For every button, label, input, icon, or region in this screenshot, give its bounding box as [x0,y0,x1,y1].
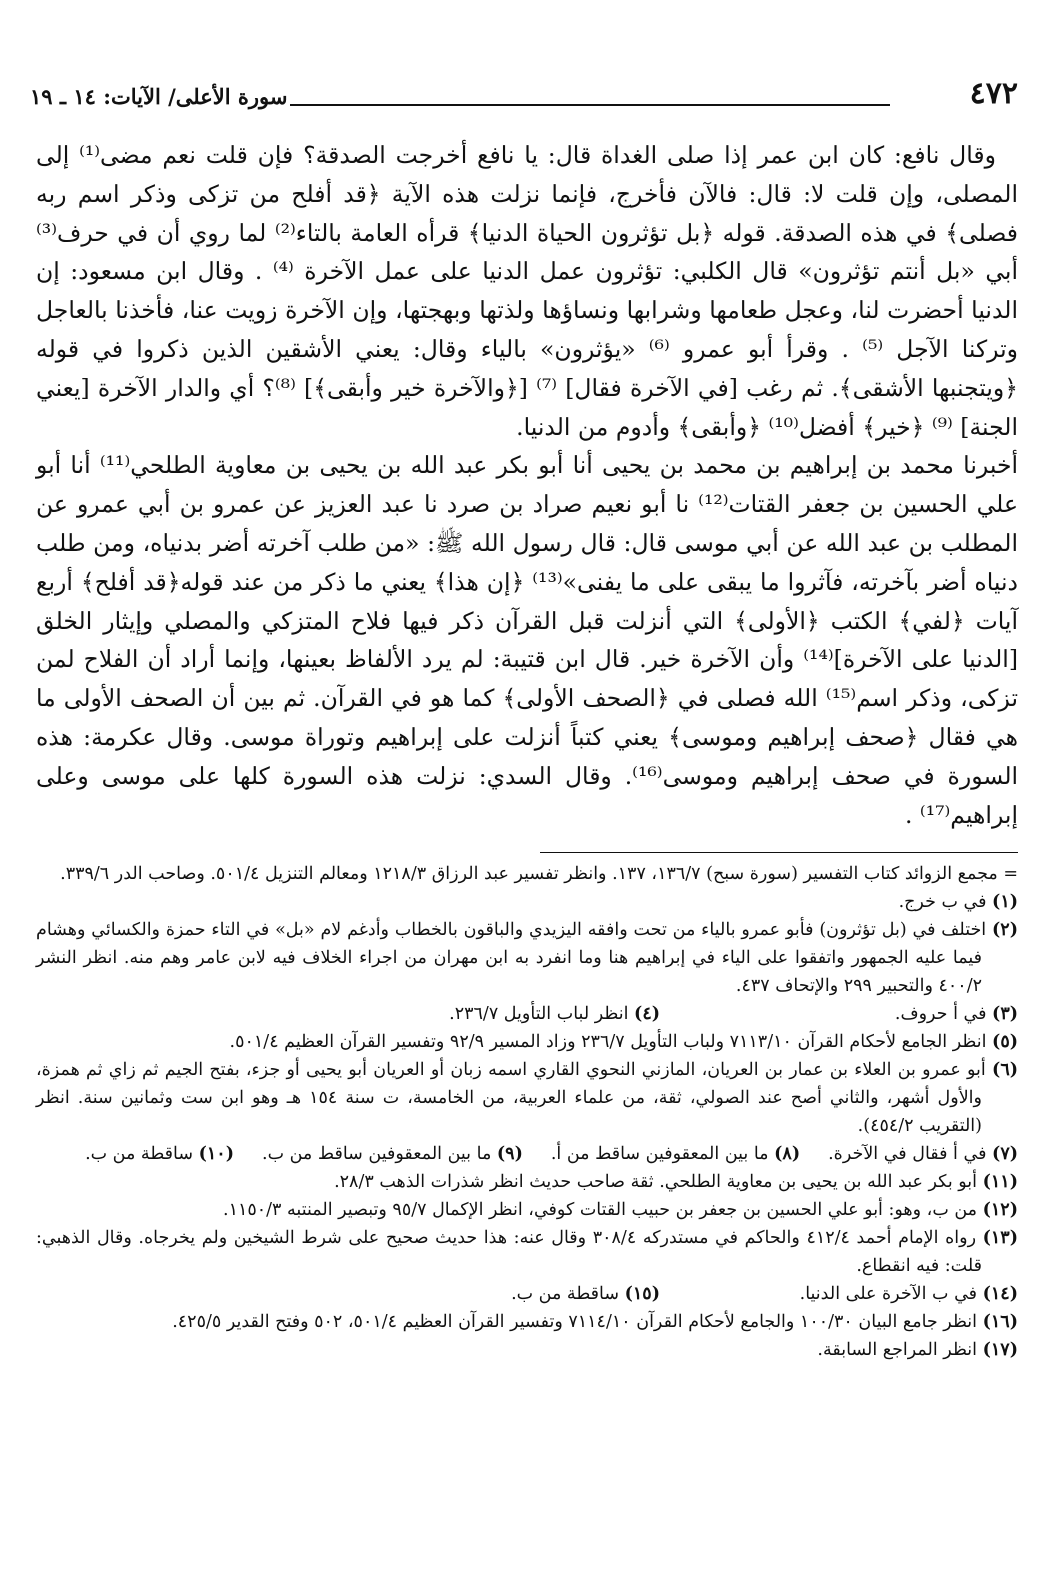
footnote-text: ما بين المعقوفين ساقط من أ. [550,1144,769,1164]
footnote [688,1280,1018,1308]
footnote-text: انظر جامع البيان ١٠٠/٣٠ والجامع لأحكام القرآن ٧١١٤/١٠ وتفسير القرآن العظيم ٥٠١/٤، ٥٠٢ وفتح القدير ٤٢٥/٥. [172,1312,978,1332]
body-paragraph: وقال نافع: كان ابن عمر إذا صلى الغداة قال: يا نافع أخرجت الصدقة؟ فإن قلت نعم مضى⁽¹⁾ إلى المصلى، وإن قلت لا: قال: فالآن فأخرج، فإنما نزلت هذه الآية ﴿قد أفلح من تزكى وذكر اسم ربه فصلى﴾ في هذه الصدقة. قوله ﴿بل تؤثرون الحياة الدنيا﴾ قرأه العامة بالتاء⁽²⁾ لما روي أن في حرف⁽³⁾ أبي «بل أنتم تؤثرون» قال الكلبي: تؤثرون عمل الدنيا على عمل الآخرة ⁽⁴⁾ . وقال ابن مسعود: إن الدنيا أحضرت لنا، وعجل طعامها وشرابها ونساؤها ولذتها وبهجتها، وإن الآخرة زويت عنا، فأخذنا بالعاجل وتركنا الآجل ⁽⁵⁾ . وقرأ أبو عمرو ⁽⁶⁾ «يؤثرون» بالياء وقال: يعني الأشقين الذين ذكروا في قوله ﴿ويتجنبها الأشقى﴾. ثم رغب [في الآخرة فقال] ⁽⁷⁾ [﴿والآخرة خير وأبقى﴾] ⁽⁸⁾؟ أي والدار الآخرة [يعني الجنة] ⁽⁹⁾ ﴿خير﴾ أفضل⁽¹⁰⁾ ﴿وأبقى﴾ وأدوم من الدنيا. [36,141,1018,441]
footnote-text: في أ فقال في الآخرة. [828,1144,987,1164]
footnote-text: اختلف في (بل تؤثرون) فأبو عمرو بالياء من تحت وافقه اليزيدي والباقون بالخطاب وأدغم لام «بل» في التاء حمزة والكسائي وهشام فيما عليه الجمهور واتفقوا على الياء في إبراهيم هنا وما انفرد به ابن مهران من اجراء الخلاف فيه لابن عامر وهم منه. انظر النشر ٤٠٠/٢ والتحبير ٢٩٩ والإتحاف ٤٣٧. [36,920,987,996]
footnote-number: (١٧) [982,1340,1018,1360]
footnote [36,1056,1018,1140]
footnote-number: (٥) [992,1032,1018,1052]
footnote-row [36,1140,1018,1168]
footnote-number: (٩) [496,1144,523,1164]
running-title: سورة الأعلى/ الآيات: ١٤ ـ ١٩ [30,84,288,109]
footnote-number: (١٣) [982,1228,1018,1248]
footnote-text: انظر لباب التأويل ٢٣٦/٧. [449,1004,629,1024]
footnote [36,916,1018,1000]
footnotes [36,860,1018,1364]
footnote-row [36,1280,1018,1308]
footnote-continuation: = مجمع الزوائد كتاب التفسير (سورة سبح) ١٣٦/٧، ١٣٧. وانظر تفسير عبد الرزاق ١٢١٨/٣ ومعالم التنزيل ٥٠١/٤. وصاحب الدر ٣٣٩/٦. [60,864,1018,884]
footnote [551,1140,800,1168]
footnote [511,1280,660,1308]
footnote-text: أبو عمرو بن العلاء بن عمار بن العريان، المازني النحوي القاري اسمه زبان أو العريان أبو يحيى أو جزء، بفتح الجيم ثم زاي ثم همزة، والأول أشهر، والثاني أصح عند الصولي، ثقة، من علماء العربية، من الخامسة، ت سنة ١٥٤ هـ وهو ابن ست وثمانين سنة. انظر (التقريب ٤٥٤/٢). [36,1060,986,1136]
footnote-row [36,1000,1018,1028]
main-text [36,136,1018,834]
footnote-number: (١١) [982,1172,1018,1192]
footnote-text: في ب خرج. [898,892,987,912]
footnote-text: ما بين المعقوفين ساقط من ب. [262,1144,492,1164]
footnote-number: (٨) [774,1144,801,1164]
footnote-number: (٤) [634,1004,660,1024]
footnote-text: ساقطة من ب. [511,1284,620,1304]
footnote-number: (١) [992,892,1018,912]
footnote-text: من ب، وهو: أبو علي الحسين بن جعفر بن حبيب القتات كوفي، انظر الإكمال ٩٥/٧ وتبصير المنتبه ١١٥٠/٣. [222,1200,978,1220]
footnote [688,1000,1018,1028]
footnote [36,1336,1018,1364]
page-number: ٤٧٢ [969,76,1018,111]
footnote [36,1028,1018,1056]
footnote-text: ساقطة من ب. [85,1144,194,1164]
footnote-number: (٢) [992,920,1018,940]
footnote [262,1140,523,1168]
footnote-number: (٧) [992,1144,1018,1164]
footnote [449,1000,660,1028]
footnote [36,1308,1018,1336]
footnote [36,1168,1018,1196]
footnote [36,1224,1018,1280]
page-header [30,78,1018,112]
footnote-text: في أ حروف. [894,1004,987,1024]
footnote-text: أبو بكر عبد الله بن يحيى بن معاوية الطلحي. ثقة صاحب حديث انظر شذرات الذهب ٢٨/٣. [334,1172,978,1192]
footnote-separator [540,852,1018,853]
footnote-text: رواه الإمام أحمد ٤١٢/٤ والحاكم في مستدركه ٣٠٨/٤ وقال عنه: هذا حديث صحيح على شرط الشيخين ولم يخرجاه. وقال الذهبي: قلت: فيه انقطاع. [36,1228,982,1276]
footnote [828,1140,1018,1168]
footnote [36,1196,1018,1224]
footnote-text: انظر الجامع لأحكام القرآن ٧١١٣/١٠ ولباب التأويل ٢٣٦/٧ وزاد المسير ٩٢/٩ وتفسير القرآن العظيم ٥٠١/٤. [229,1032,987,1052]
footnote-number: (١٤) [982,1284,1018,1304]
footnote-number: (٣) [992,1004,1018,1024]
footnote-number: (٦) [992,1060,1018,1080]
body-paragraph: أخبرنا محمد بن إبراهيم بن محمد بن يحيى أنا أبو بكر عبد الله بن يحيى بن معاوية الطلحي⁽¹¹⁾ أنا أبو علي الحسين بن جعفر القتات⁽¹²⁾ نا أبو نعيم صراد بن صرد نا عبد العزيز عن عمرو بن أبي عمرو عن المطلب بن عبد الله عن أبي موسى قال: قال رسول الله ﷺ: «من طلب آخرته أضر بدنياه، ومن طلب دنياه أضر بآخرته، فآثروا ما يبقى على ما يفنى»⁽¹³⁾ ﴿إن هذا﴾ يعني ما ذكر من عند قوله﴿قد أفلح﴾ أربع آيات ﴿لفي﴾ الكتب ﴿الأولى﴾ التي أنزلت قبل القرآن ذكر فيها فلاح المتزكي والمصلي وإيثار الخلق [الدنيا على الآخرة]⁽¹⁴⁾ وأن الآخرة خير. قال ابن قتيبة: لم يرد الألفاظ بعينها، وإنما أراد أن الفلاح لمن تزكى، وذكر اسم⁽¹⁵⁾ الله فصلى في ﴿الصحف الأولى﴾ كما هو في القرآن. ثم بين أن الصحف الأولى ما هي فقال ﴿صحف إبراهيم وموسى﴾ يعني كتباً أنزلت على إبراهيم وتوراة موسى. وقال عكرمة: هذه السورة في صحف إبراهيم وموسى⁽¹⁶⁾. وقال السدي: نزلت هذه السورة كلها على موسى وعلى إبراهيم⁽¹⁷⁾ . [36,451,1019,829]
footnote-number: (١٢) [982,1200,1018,1220]
footnote-number: (١٠) [198,1144,234,1164]
footnote [85,1140,234,1168]
footnote-text: انظر المراجع السابقة. [817,1340,978,1360]
footnote-number: (١٥) [624,1284,660,1304]
footnote [36,888,1018,916]
footnote-text: في ب الآخرة على الدنيا. [799,1284,978,1304]
footnote-number: (١٦) [982,1312,1018,1332]
header-rule [290,104,890,106]
